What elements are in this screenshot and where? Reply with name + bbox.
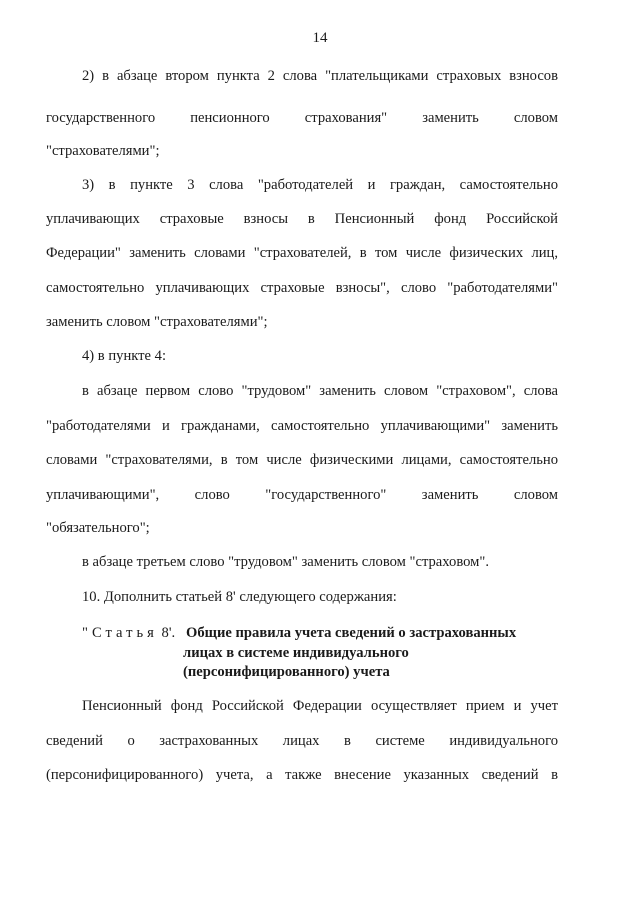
text-line: в абзаце первом слово "трудовом" заменить словом "страховом", слова — [82, 383, 558, 399]
article-title-line: (персонифицированного) учета — [183, 664, 390, 680]
text-line: сведений о застрахованных лицах в системе индивидуального — [46, 733, 558, 749]
text-line: в абзаце третьем слово "трудовом" заменить словом "страховом". — [82, 554, 489, 570]
article-label: "Статья — [82, 625, 158, 641]
article-title-line: лицах в системе индивидуального — [183, 645, 409, 661]
text-line: заменить словом "страхователями"; — [46, 314, 268, 330]
article-number: 8'. — [157, 625, 176, 641]
text-line: 10. Дополнить статьей 8' следующего содержания: — [82, 589, 397, 605]
text-line: государственного пенсионного страхования" заменить словом — [46, 110, 558, 126]
text-line: (персонифицированного) учета, а также внесение указанных сведений в — [46, 767, 558, 783]
text-line: Федерации" заменить словами "страхователей, в том числе физических лиц, — [46, 245, 558, 261]
text-line: "обязательного"; — [46, 520, 150, 536]
article-title-line: Общие правила учета сведений о застрахованных — [186, 625, 517, 641]
text-line: "страхователями"; — [46, 143, 160, 159]
article-heading-prefix — [82, 625, 175, 642]
text-line: 2) в абзаце втором пункта 2 слова "плательщиками страховых взносов — [82, 68, 558, 84]
text-line: 3) в пункте 3 слова "работодателей и граждан, самостоятельно — [82, 177, 558, 193]
text-line: Пенсионный фонд Российской Федерации осуществляет прием и учет — [82, 698, 558, 714]
page-number: 14 — [312, 30, 328, 46]
text-line: самостоятельно уплачивающих страховые взносы", слово "работодателями" — [46, 280, 558, 296]
text-line: 4) в пункте 4: — [82, 348, 167, 364]
text-line: "работодателями и гражданами, самостоятельно уплачивающими" заменить — [46, 418, 558, 434]
text-line: уплачивающих страховые взносы в Пенсионный фонд Российской — [46, 211, 558, 227]
text-line: уплачивающими", слово "государственного" заменить словом — [46, 487, 558, 503]
text-line: словами "страхователями, в том числе физическими лицами, самостоятельно — [46, 452, 558, 468]
